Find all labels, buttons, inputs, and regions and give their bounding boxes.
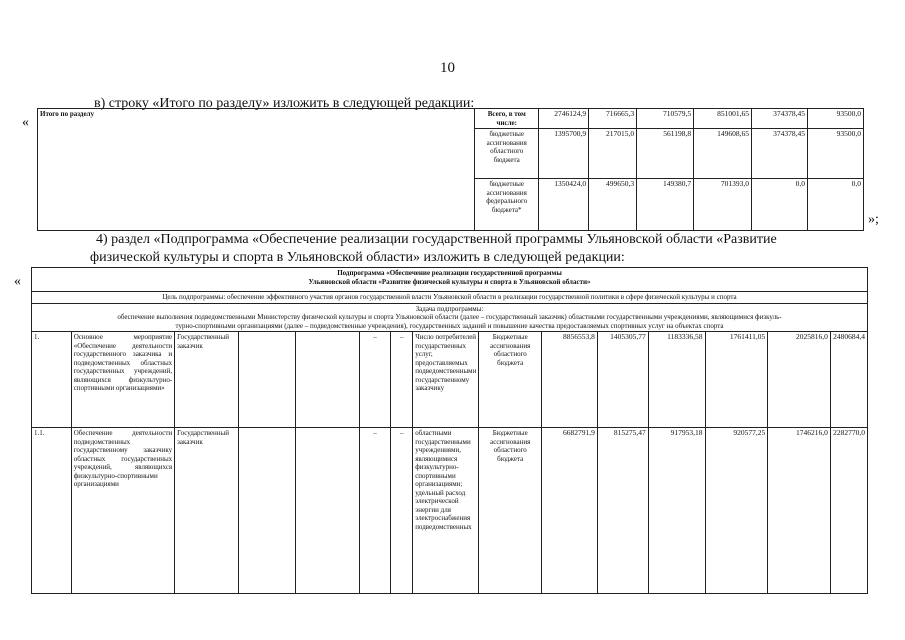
- total-value-cell: 1350424,0: [539, 179, 589, 231]
- total-value-cell: 149608,65: [694, 129, 752, 179]
- row-value: 815275,47: [597, 428, 648, 594]
- page-number: 10: [440, 60, 455, 76]
- total-value-cell: 710579,5: [637, 109, 694, 129]
- row-value: 2025816,0: [768, 332, 831, 428]
- task-line1: обеспечение выполнения подведомственными Министерству физической культуры и спорта Ульяновской области (далее – государственный заказчик) областными государственными учреждениями, являющимися физкуль-: [117, 313, 782, 321]
- subprogram-table: [31, 267, 868, 594]
- row-source: Бюджетные ассигнования областного бюджета: [479, 332, 542, 428]
- total-value-cell: 0,0: [808, 179, 864, 231]
- row-source: Бюджетные ассигнования областного бюджета: [479, 428, 542, 594]
- total-table: [37, 108, 864, 231]
- empty-cell: [296, 428, 359, 594]
- total-value-cell: 561198,8: [637, 129, 694, 179]
- item-v-text: в) строку «Итого по разделу» изложить в следующей редакции:: [94, 96, 475, 111]
- row-value: 1405305,77: [597, 332, 648, 428]
- item-4-text-line2: физической культуры и спорта в Ульяновской области» изложить в следующей редакции:: [90, 250, 625, 265]
- row-number: 1.: [32, 332, 72, 428]
- total-value-cell: 0,0: [752, 179, 808, 231]
- subprogram-title-line2: Ульяновской области «Развитие физической культуры и спорта в Ульяновской области»: [308, 277, 591, 286]
- item-4-text-line1: 4) раздел «Подпрограмма «Обеспечение реализации государственной программы Ульяновской области «Развитие: [96, 232, 777, 247]
- total-value-cell: 1395700,9: [539, 129, 589, 179]
- total-source-cell: Всего, в том числе:: [475, 109, 539, 129]
- total-row-label: Итого по разделу: [38, 109, 475, 231]
- empty-cell: [239, 332, 296, 428]
- row-value: 2282770,0: [830, 428, 867, 594]
- total-source-cell: бюджетные ассигнования областного бюджета: [475, 129, 539, 179]
- total-value-cell: 149380,7: [637, 179, 694, 231]
- row-value: 917953,18: [648, 428, 705, 594]
- total-value-cell: 374378,45: [752, 129, 808, 179]
- total-value-cell: 217015,0: [589, 129, 637, 179]
- total-value-cell: 374378,45: [752, 109, 808, 129]
- row-indicator: областными государственными учреждениями, являющимися физкультурно-спортивными организациями; удельный расход электрической энергии для электроснабжения подведомственных: [413, 428, 479, 594]
- total-value-cell: 93500,0: [808, 129, 864, 179]
- subprogram-task: [32, 303, 868, 332]
- row-value: 1746216,0: [768, 428, 831, 594]
- row-value: 920577,25: [705, 428, 768, 594]
- total-value-cell: 499650,3: [589, 179, 637, 231]
- row-number: 1.1.: [32, 428, 72, 594]
- dash-cell: –: [359, 428, 391, 594]
- row-name: Обеспечение деятельности подведомственных государственному заказчику областных государственных учреждений, являющихся физкультурно-спортивными организациями: [71, 428, 174, 594]
- row-executor: Государственный заказчик: [175, 428, 239, 594]
- empty-cell: [239, 428, 296, 594]
- row-executor: Государственный заказчик: [175, 332, 239, 428]
- total-value-cell: 851001,65: [694, 109, 752, 129]
- total-value-cell: 716665,3: [589, 109, 637, 129]
- row-value: 8856553,8: [542, 332, 598, 428]
- row-value: 6682791,9: [542, 428, 598, 594]
- row-value: 1761411,05: [705, 332, 768, 428]
- dash-cell: –: [391, 332, 413, 428]
- task-line2: турно-спортивными организациями (далее – подведомственные учреждения), государственных заданий и повышение качества предоставляемых спортивных услуг на объектах спорта: [175, 321, 724, 330]
- task-title: Задача подпрограммы:: [415, 304, 484, 313]
- dash-cell: –: [359, 332, 391, 428]
- subprogram-title-line1: Подпрограмма «Обеспечение реализации государственной программы: [337, 269, 562, 277]
- total-value-cell: 2746124,9: [539, 109, 589, 129]
- subprogram-goal: Цель подпрограммы: обеспечение эффективного участия органов государственной власти Ульяновской области в реализации государственной политики в сфере физической культуры и спорта: [32, 292, 868, 304]
- row-name: Основное мероприятие «Обеспечение деятельности государственного заказчика и подведомственных областных государственных учреждений, являющихся физкультурно-спортивными организациями»: [71, 332, 174, 428]
- subprogram-title: [32, 268, 868, 292]
- item-v-open-quote: «: [22, 115, 29, 130]
- total-value-cell: 701393,0: [694, 179, 752, 231]
- item-4-open-quote: «: [14, 274, 21, 289]
- empty-cell: [296, 332, 359, 428]
- item-v-close-quote: »;: [868, 212, 879, 227]
- row-value: 1183336,58: [648, 332, 705, 428]
- row-indicator: Число потребителей государственных услуг, предоставляемых подведомственными государственному заказчику: [413, 332, 479, 428]
- total-value-cell: 93500,0: [808, 109, 864, 129]
- total-source-cell: бюджетные ассигнования федерального бюджета*: [475, 179, 539, 231]
- dash-cell: –: [391, 428, 413, 594]
- row-value: 2480684,4: [830, 332, 867, 428]
